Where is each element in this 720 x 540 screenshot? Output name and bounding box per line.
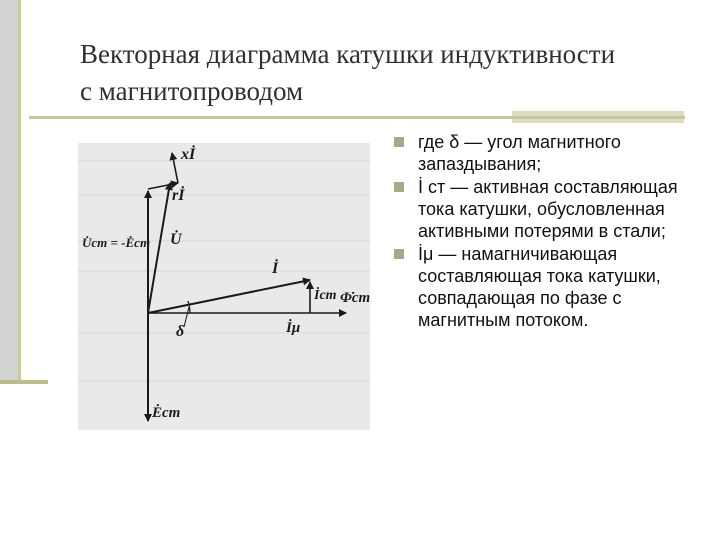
square-bullet-icon bbox=[394, 249, 404, 259]
label-i-mu: İμ bbox=[286, 320, 301, 336]
bullet-item bbox=[392, 243, 702, 331]
diagram-background bbox=[78, 143, 370, 430]
bullet-text: где δ — угол магнитного запаздывания; bbox=[418, 132, 621, 174]
title-divider bbox=[29, 116, 685, 119]
square-bullet-icon bbox=[394, 182, 404, 192]
title-line-1: Векторная диаграмма катушки индуктивности bbox=[80, 39, 616, 69]
bullet-text: İ ст — активная составляющая тока катушки, обусловленная активными потерями в стали; bbox=[418, 177, 678, 241]
title-line-2: с магнитопроводом bbox=[80, 76, 304, 106]
label-i-st: İст bbox=[314, 288, 337, 303]
label-xi: xİ bbox=[181, 146, 196, 163]
bullet-list bbox=[392, 131, 702, 332]
label-ri: rİ bbox=[172, 187, 185, 204]
label-delta: δ bbox=[176, 323, 185, 340]
bullet-item bbox=[392, 176, 702, 242]
left-accent-bar bbox=[0, 0, 18, 382]
bullet-text: İμ — намагничивающая составляющая тока катушки, совпадающая по фазе с магнитным потоком. bbox=[418, 244, 661, 330]
label-phi: Φ̇ст bbox=[340, 290, 370, 306]
label-i: İ bbox=[272, 260, 279, 277]
label-u-left: U̇ст = -Ėст bbox=[82, 235, 151, 250]
square-bullet-icon bbox=[394, 137, 404, 147]
left-accent-edge bbox=[18, 0, 21, 382]
bottom-accent-rule bbox=[0, 380, 48, 384]
bullet-item bbox=[392, 131, 702, 175]
slide-title bbox=[80, 36, 700, 110]
label-u: U̇ bbox=[170, 231, 182, 248]
label-e-st: Ėст bbox=[152, 405, 181, 421]
vector-diagram bbox=[78, 143, 370, 430]
